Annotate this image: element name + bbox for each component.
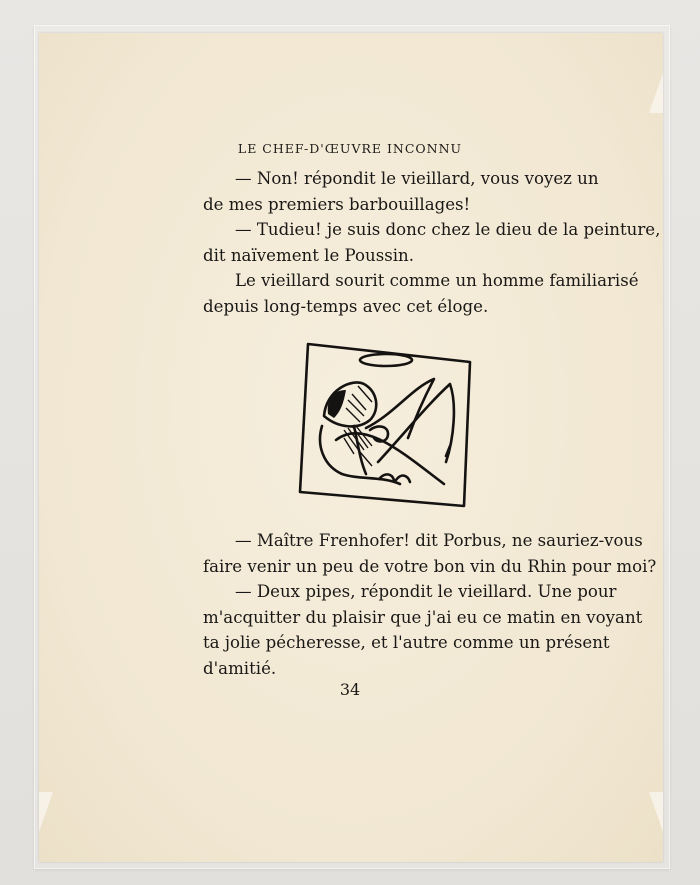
- drawing-frame: [300, 344, 470, 506]
- drawing-swoop: [378, 384, 454, 462]
- text-line: de mes premiers barbouillages!: [203, 194, 471, 214]
- text-line: — Non! répondit le vieillard, vous voyez un: [235, 169, 599, 188]
- photo-corner-bottom-right: [649, 792, 663, 832]
- text-line: Le vieillard sourit comme un homme familiarisé: [235, 271, 639, 290]
- ink-drawing-illustration: [294, 334, 474, 509]
- text-line: d'amitié.: [203, 658, 277, 678]
- text-line: depuis long-temps avec cet éloge.: [203, 296, 489, 316]
- text-line: dit naïvement le Poussin.: [203, 245, 415, 265]
- text-line: — Deux pipes, répondit le vieillard. Une pour: [235, 582, 617, 601]
- text-line: — Maître Frenhofer! dit Porbus, ne sauriez-vous: [235, 531, 643, 550]
- drawing-halo: [360, 354, 412, 366]
- running-head: LE CHEF-D'ŒUVRE INCONNU: [237, 141, 463, 156]
- photo-corner-top-right: [649, 73, 663, 113]
- text-block-bottom: [203, 528, 657, 681]
- photo-corner-bottom-left: [39, 792, 53, 832]
- text-line: m'acquitter du plaisir que j'ai eu ce matin en voyant: [203, 607, 643, 627]
- text-line: — Tudieu! je suis donc chez le dieu de la peinture,: [235, 220, 661, 239]
- drawing-hair: [328, 390, 346, 418]
- text-block-top: [203, 166, 661, 319]
- page-number: 34: [339, 680, 361, 699]
- text-line: ta jolie pécheresse, et l'autre comme un présent: [203, 633, 610, 652]
- text-line: faire venir un peu de votre bon vin du Rhin pour moi?: [203, 556, 657, 576]
